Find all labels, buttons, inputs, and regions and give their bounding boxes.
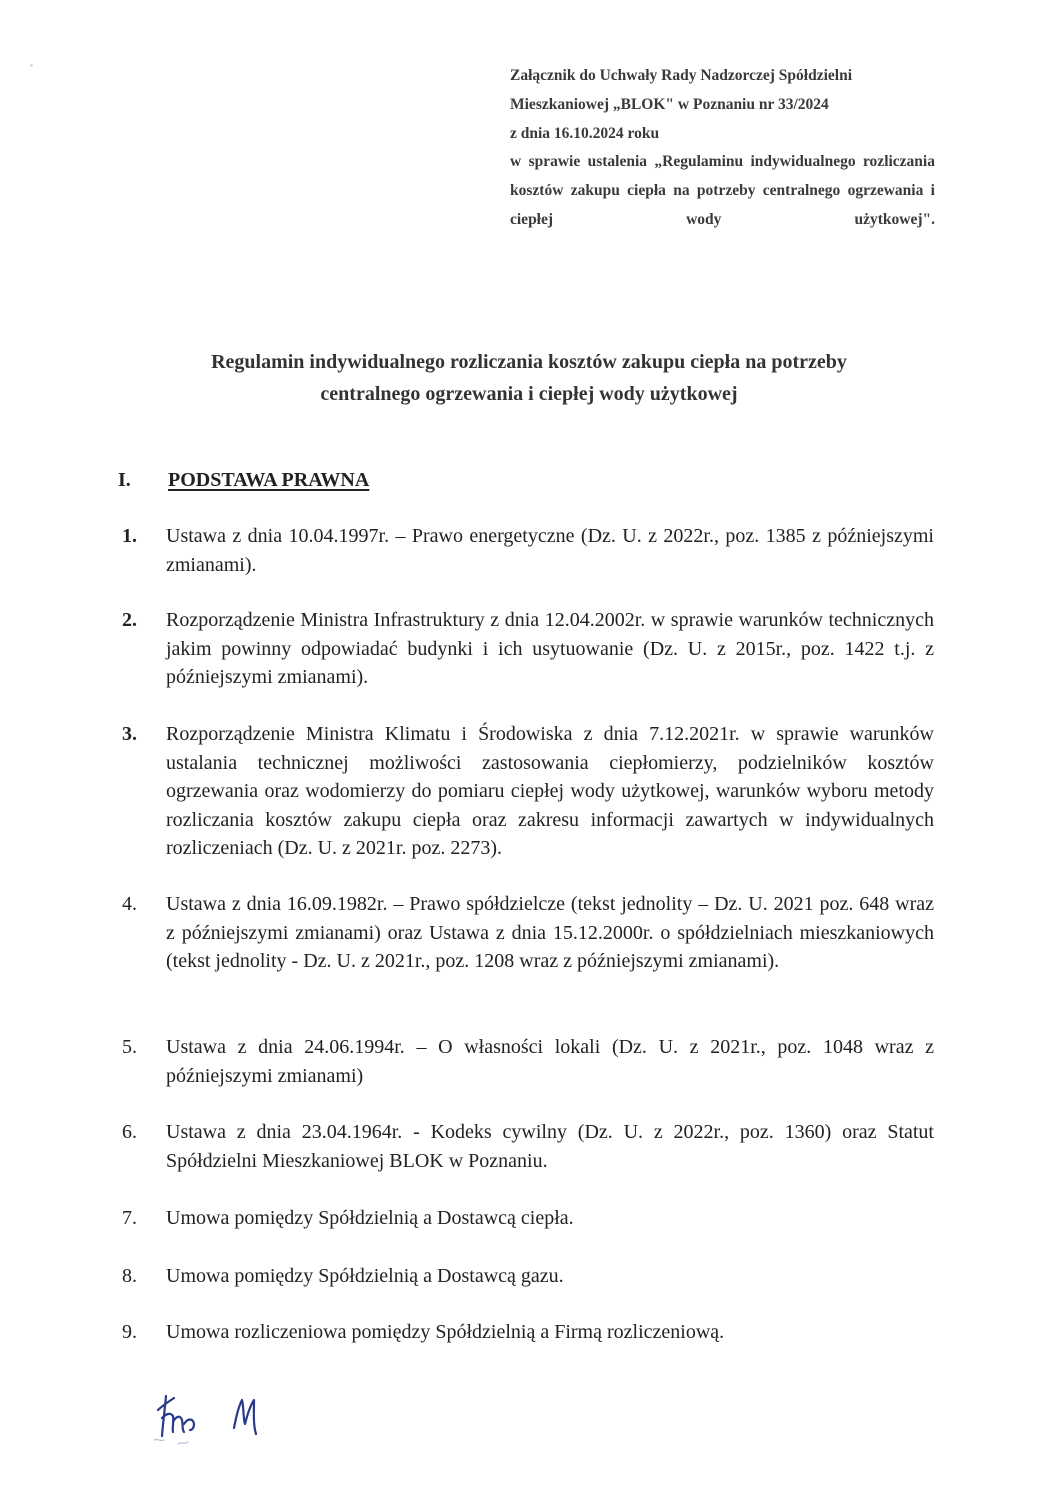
item-text: Rozporządzenie Ministra Infrastruktury z dnia 12.04.2002r. w sprawie warunków technicznych jakim powinny odpowiadać budynki i ich usytuowanie (Dz. U. z 2015r., poz. 1422 t.j. z późniejszymi zmianami). (166, 609, 934, 688)
section-title: PODSTAWA PRAWNA (168, 469, 370, 491)
item-text: Umowa pomiędzy Spółdzielnią a Dostawcą gazu. (166, 1265, 564, 1287)
item-number: 3. (122, 723, 137, 745)
section-number: I. (118, 469, 131, 491)
annex-line-4: w sprawie ustalenia „Regulaminu indywidualnego rozliczania kosztów zakupu ciepła na potrzeby centralnego ogrzewania i ciepłej wody użytkowej". (510, 153, 935, 228)
item-number: 9. (122, 1321, 137, 1343)
item-number: 5. (122, 1036, 137, 1058)
item-number: 4. (122, 893, 137, 915)
item-text: Ustawa z dnia 23.04.1964r. - Kodeks cywilny (Dz. U. z 2022r., poz. 1360) oraz Statut Spółdzielni Mieszkaniowej BLOK w Poznaniu. (166, 1121, 934, 1172)
document-title-line-1: Regulamin indywidualnego rozliczania kosztów zakupu ciepła na potrzeby (211, 351, 847, 373)
item-number: 8. (122, 1265, 137, 1287)
annex-line-3: z dnia 16.10.2024 roku (510, 124, 660, 142)
annex-line-2: Mieszkaniowej „BLOK" w Poznaniu nr 33/2024 (510, 95, 829, 113)
handwritten-initials-signature (148, 1388, 278, 1458)
item-number: 7. (122, 1207, 137, 1229)
item-text: Rozporządzenie Ministra Klimatu i Środowiska z dnia 7.12.2021r. w sprawie warunków ustalania technicznej możliwości zastosowania ciepłomierzy, podzielników kosztów ogrzewania oraz wodomierzy do pomiaru ciepłej wody użytkowej, warunków wyboru metody rozliczania kosztów zakupu ciepła oraz zakresu informacji zawartych w indywidualnych rozliczeniach (Dz. U. z 2021r. poz. 2273). (166, 723, 934, 859)
item-text: Umowa pomiędzy Spółdzielnią a Dostawcą ciepła. (166, 1207, 574, 1229)
item-number: 1. (122, 525, 137, 547)
annex-header (510, 62, 935, 235)
annex-line-1: Załącznik do Uchwały Rady Nadzorczej Spółdzielni (510, 67, 853, 84)
scan-speck (30, 64, 33, 67)
item-text: Ustawa z dnia 16.09.1982r. – Prawo spółdzielcze (tekst jednolity – Dz. U. 2021 poz. 648 wraz z późniejszymi zmianami) oraz Ustawa z dnia 15.12.2000r. o spółdzielniach mieszkaniowych (tekst jednolity - Dz. U. z 2021r., poz. 1208 wraz z późniejszymi zmianami). (166, 893, 934, 972)
item-number: 2. (122, 609, 137, 631)
document-title (120, 346, 938, 410)
item-text: Ustawa z dnia 10.04.1997r. – Prawo energetyczne (Dz. U. z 2022r., poz. 1385 z późniejszymi zmianami). (166, 525, 934, 576)
item-text: Umowa rozliczeniowa pomiędzy Spółdzielnią a Firmą rozliczeniową. (166, 1321, 725, 1343)
item-number: 6. (122, 1121, 137, 1143)
item-text: Ustawa z dnia 24.06.1994r. – O własności lokali (Dz. U. z 2021r., poz. 1048 wraz z późniejszymi zmianami) (166, 1036, 934, 1087)
document-title-line-2: centralnego ogrzewania i ciepłej wody użytkowej (320, 383, 738, 405)
